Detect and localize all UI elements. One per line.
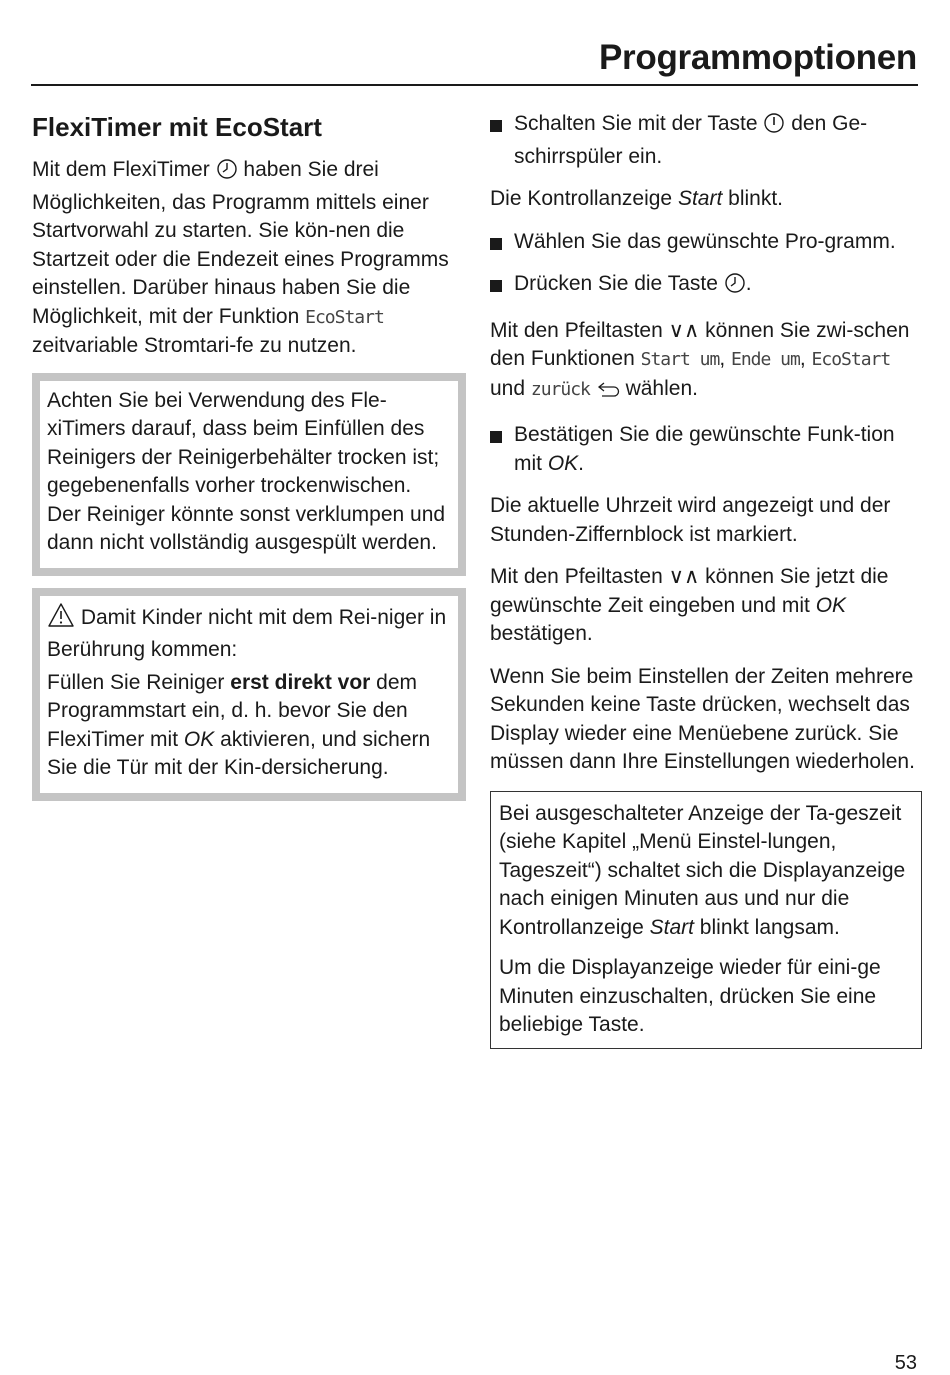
- bullet-square: [490, 431, 502, 443]
- step-power-on: Schalten Sie mit der Taste den Ge-schirrspüler ein.: [490, 110, 922, 171]
- warning-triangle-icon: [47, 602, 75, 637]
- arrow-keys-icon: ∨∧: [668, 565, 700, 588]
- arrow-keys-icon: ∨∧: [668, 318, 700, 342]
- current-time-text: Die aktuelle Uhrzeit wird angezeigt und der Stunden-Ziffernblock ist markiert.: [490, 494, 891, 546]
- warning-box-children: [32, 588, 466, 801]
- clock-icon: [724, 272, 746, 303]
- power-icon: [763, 112, 785, 143]
- bullet-square: [490, 238, 502, 250]
- clock-icon: [216, 158, 238, 189]
- ecostart-label: EcoStart: [305, 306, 384, 328]
- note-text: Achten Sie bei Verwendung des Fle-xiTimers darauf, dass beim Einfüllen des Reinigers der Reinigerbehälter trocken ist; gegebenenfalls vorher trockenwischen. Der Reiniger könnte sonst verklumpen und dann nicht vollständig ausgespült werden.: [47, 388, 446, 554]
- back-arrow-icon: [596, 379, 620, 408]
- note-box-cleaner: [32, 373, 466, 576]
- section-title: FlexiTimer mit EcoStart: [32, 112, 322, 142]
- arrow-keys-functions-text: Mit den Pfeiltasten ∨∧ können Sie zwi-schen den Funktionen Start um, Ende um, EcoStart und zurück wählen.: [490, 317, 922, 408]
- page-title: Programmoptionen: [599, 38, 917, 77]
- info-text-2: Um die Displayanzeige wieder für eini-ge Minuten einzuschalten, drücken Sie eine beliebige Taste.: [499, 956, 881, 1036]
- info-box-display: [490, 791, 922, 1049]
- start-indicator-text: Die Kontrollanzeige Start blinkt.: [490, 187, 784, 210]
- step-select-program: Wählen Sie das gewünschte Pro-gramm.: [490, 228, 922, 257]
- enter-time-text: Mit den Pfeiltasten ∨∧ können Sie jetzt die gewünschte Zeit eingeben und mit OK bestätigen.: [490, 565, 889, 645]
- bullet-square: [490, 280, 502, 292]
- warning-text: Damit Kinder nicht mit dem Rei-niger in Berührung kommen:: [47, 602, 448, 665]
- step-press-timer: Drücken Sie die Taste .: [490, 270, 922, 303]
- right-column: [490, 110, 922, 1049]
- left-column: [32, 110, 466, 801]
- intro-paragraph: Mit dem FlexiTimer haben Sie drei Möglichkeiten, das Programm mittels einer Startvorwahl zu starten. Sie kön-nen die Startzeit oder die Endezeit eines Programms einstellen. Darüber hinaus haben Sie die Möglichkeit, mit der Funktion EcoStart zeitvariable Stromtari-fe zu nutzen.: [32, 158, 449, 357]
- info-text-1: Bei ausgeschalteter Anzeige der Ta-geszeit (siehe Kapitel „Menü Einstel-lungen, Tageszeit“) schaltet sich die Displayanzeige nach einigen Minuten aus und nur die Kontrollanzeige Start blinkt langsam.: [499, 801, 906, 939]
- page-number: 53: [894, 1352, 917, 1374]
- step-confirm-function: Bestätigen Sie die gewünschte Funk-tion mit OK.: [490, 421, 922, 478]
- timeout-text: Wenn Sie beim Einstellen der Zeiten mehrere Sekunden keine Taste drücken, wechselt das Display wieder eine Menüebene zurück. Sie müssen dann Ihre Einstellungen wiederholen.: [490, 664, 915, 773]
- header-divider: [31, 84, 918, 86]
- warning-instruction: Füllen Sie Reiniger erst direkt vor dem Programmstart ein, d. h. bevor Sie den FlexiTimer mit OK aktivieren, und sichern Sie die Tür mit der Kin-dersicherung.: [47, 670, 431, 779]
- bullet-square: [490, 120, 502, 132]
